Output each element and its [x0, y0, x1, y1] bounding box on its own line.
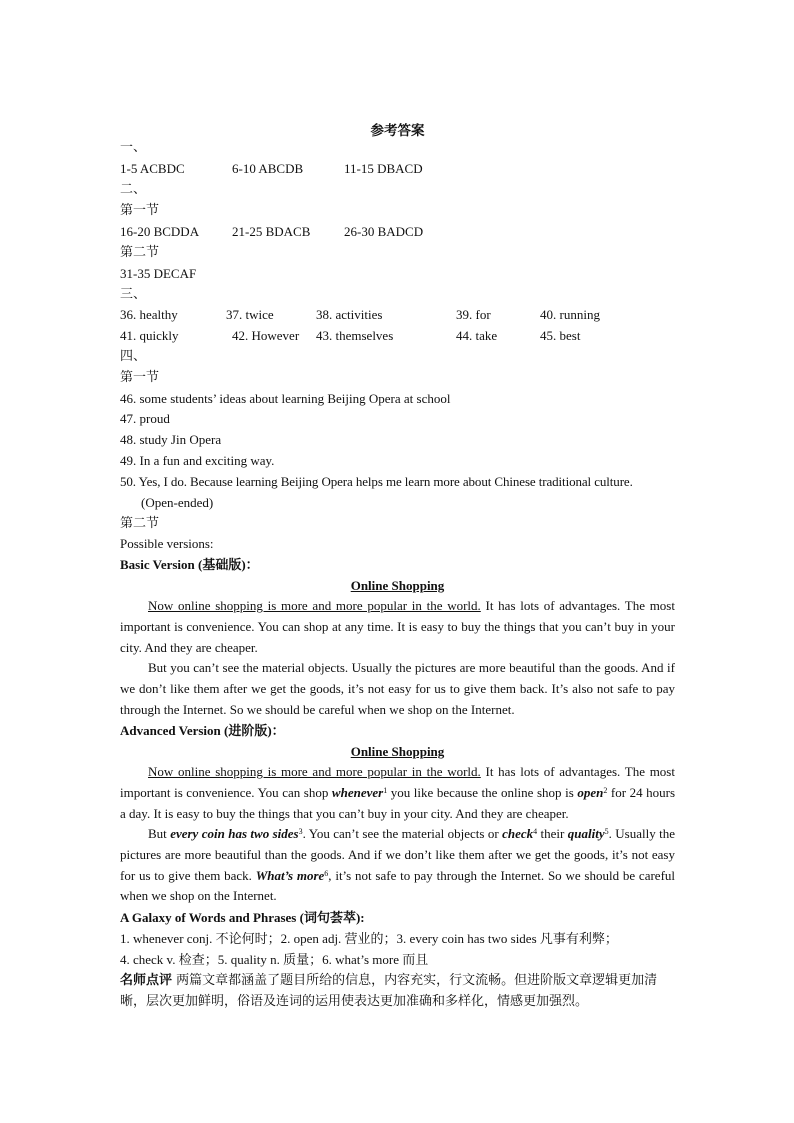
section-1-label: 一、	[120, 140, 147, 155]
note-5: 5	[604, 827, 609, 836]
highlight-open: open	[577, 784, 604, 800]
basic-essay-title: Online Shopping	[350, 578, 445, 593]
advanced-p2-text-c: their	[537, 826, 568, 841]
basic-p2-text: But you can’t see the material objects. Usually the pictures are more beautiful than the goods. And if we don’t like them after we get the goods, it’s not easy for us to give them back. It’s also not safe to pay through the Internet. So we should be careful when we shop on the Internet.	[120, 660, 675, 717]
galaxy-line-2: 4. check v. 检查；5. quality n. 质量；6. what’s more 而且	[120, 952, 429, 967]
basic-paragraph-1	[120, 596, 675, 658]
answer-39: 39. for	[456, 307, 491, 322]
answer-36: 36. healthy	[120, 307, 178, 322]
answer-43: 43. themselves	[316, 328, 394, 343]
answers-26-30: 26-30 BADCD	[344, 224, 424, 239]
comment-text: 两篇文章都涵盖了题目所给的信息，内容充实，行文流畅。但进阶版文章逻辑更加清晰，层次更加鲜明，俗语及连词的运用使表达更加准确和多样化，情感更加强烈。	[120, 973, 658, 1009]
answers-31-35: 31-35 DECAF	[120, 266, 197, 281]
answer-45: 45. best	[540, 328, 581, 343]
teacher-comment	[120, 970, 675, 1012]
answers-21-25: 21-25 BDACB	[232, 224, 311, 239]
possible-versions-label: Possible versions:	[120, 536, 214, 551]
advanced-p1-text-c: for 24 hours a day. It is easy to buy the things that you can’t buy in your city. And they are cheaper.	[120, 784, 675, 821]
galaxy-label: A Galaxy of Words and Phrases (词句荟萃):	[120, 910, 365, 925]
answers-1-5: 1-5 ACBDC	[120, 161, 185, 176]
note-4: 4	[533, 827, 538, 836]
highlight-quality: quality	[567, 826, 605, 841]
section-3-label: 三、	[120, 287, 147, 302]
answer-50: 50. Yes, I do. Because learning Beijing Opera helps me learn more about Chinese traditional culture.	[120, 474, 633, 489]
answer-44: 44. take	[456, 328, 498, 343]
section-2-label: 二、	[120, 182, 147, 197]
basic-paragraph-2	[120, 658, 675, 720]
answers-11-15: 11-15 DBACD	[344, 161, 423, 176]
advanced-paragraph-2	[120, 824, 675, 907]
basic-topic-sentence: Now online shopping is more and more popular in the world.	[148, 598, 481, 613]
note-1: 1	[383, 785, 388, 795]
highlight-whenever: whenever	[331, 784, 384, 800]
note-6: 6	[324, 868, 329, 878]
basic-p1-text: It has lots of advantages. The most important is convenience. You can shop at any time. It is easy to buy the things that you can’t buy in your city. And they are cheaper.	[120, 598, 675, 655]
section-2-part-1: 第一节	[120, 203, 160, 218]
answer-46: 46. some students’ ideas about learning Beijing Opera at school	[120, 391, 451, 406]
answer-37: 37. twice	[226, 307, 274, 322]
answer-41: 41. quickly	[120, 328, 179, 343]
section-4-label: 四、	[120, 349, 147, 364]
answers-16-20: 16-20 BCDDA	[120, 224, 200, 239]
advanced-version-label: Advanced Version (进阶版)：	[120, 723, 285, 738]
advanced-p2-text-a: But	[148, 826, 171, 841]
section-4-part-2: 第二节	[120, 516, 160, 531]
highlight-whats-more: What’s more	[255, 867, 325, 883]
galaxy-line-1: 1. whenever conj. 不论何时；2. open adj. 营业的；3. every coin has two sides 凡事有利弊；	[120, 931, 618, 946]
answers-6-10: 6-10 ABCDB	[232, 161, 304, 176]
answer-40: 40. running	[540, 307, 600, 322]
advanced-paragraph-1	[120, 762, 675, 824]
note-3: 3	[298, 827, 303, 836]
advanced-p1-text-a: It has lots of advantages. The most important is convenience. You can shop	[120, 764, 675, 800]
advanced-p1-text-b: you like because the online shop is	[387, 784, 578, 800]
answer-47: 47. proud	[120, 411, 170, 426]
advanced-p2-text-d: . Usually the pictures are more beautiful than the goods. And if we don’t like them after we get the goods, it’s not easy for us to give them back.	[120, 826, 675, 883]
note-2: 2	[603, 785, 608, 795]
comment-label: 名师点评	[120, 973, 173, 988]
answer-48: 48. study Jin Opera	[120, 432, 222, 447]
page-title: 参考答案	[370, 123, 425, 138]
advanced-essay-title: Online Shopping	[350, 744, 445, 759]
basic-version-label: Basic Version (基础版)：	[120, 557, 259, 572]
advanced-p2-text-b: . You can’t see the material objects or	[302, 826, 503, 841]
answer-49: 49. In a fun and exciting way.	[120, 453, 275, 468]
advanced-p2-text-e: , it’s not safe to pay through the Internet. So we should be careful when we shop on the Internet.	[120, 867, 676, 904]
answer-42: 42. However	[232, 328, 300, 343]
section-4-part-1: 第一节	[120, 370, 160, 385]
advanced-topic-sentence: Now online shopping is more and more popular in the world.	[148, 764, 481, 779]
answer-50-note: (Open-ended)	[141, 495, 214, 510]
section-2-part-2: 第二节	[120, 245, 160, 260]
highlight-check: check	[502, 826, 534, 841]
answer-38: 38. activities	[316, 307, 383, 322]
highlight-every-coin: every coin has two sides	[170, 826, 299, 841]
